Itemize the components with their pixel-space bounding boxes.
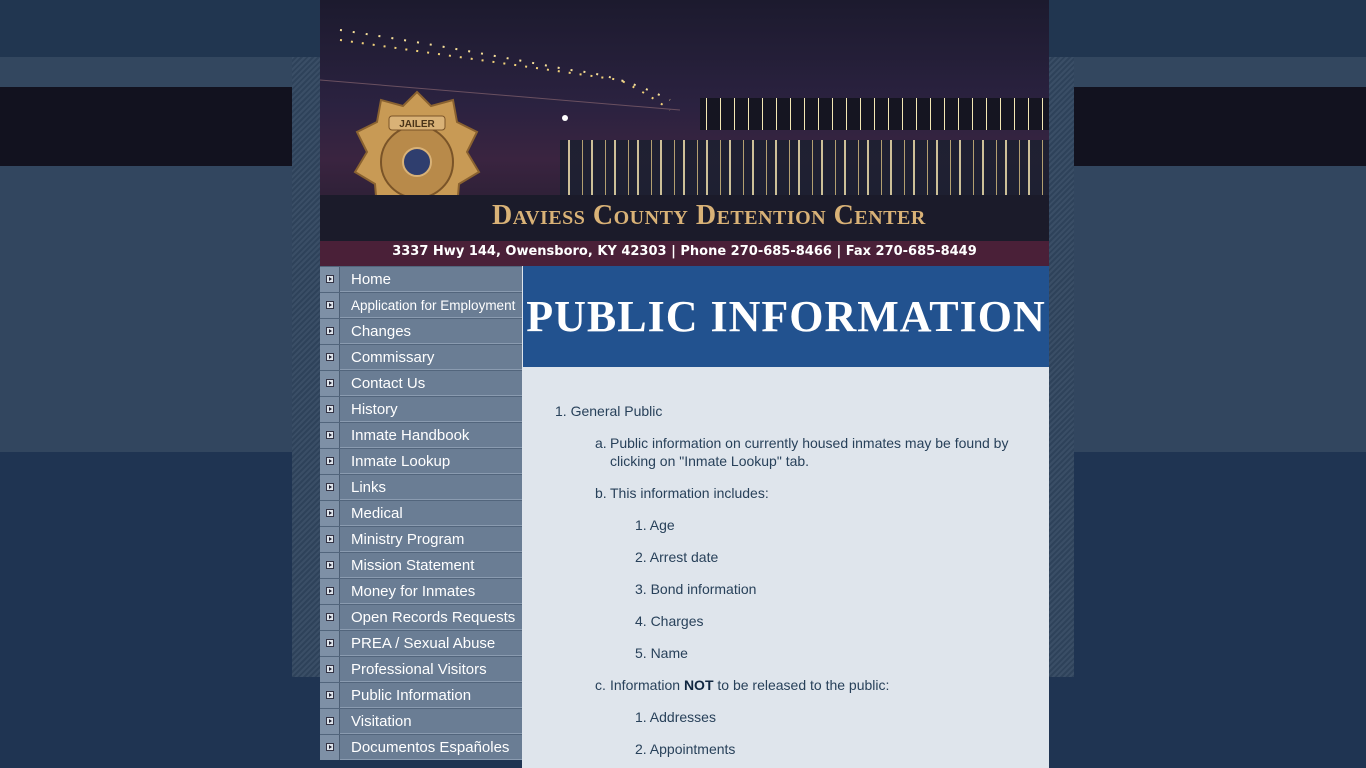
- arrow-bullet-icon: [320, 371, 340, 396]
- sidebar-nav: [320, 266, 522, 768]
- sidebar-item-label: Changes: [351, 322, 412, 340]
- sidebar-item-ministry-program[interactable]: [320, 526, 522, 552]
- sidebar-item-label: Application for Employment: [351, 297, 516, 313]
- sidebar-item-prea-sexual-abuse[interactable]: [320, 630, 522, 656]
- list-item: 2. Appointments: [635, 741, 736, 757]
- sidebar-item-open-records-requests[interactable]: [320, 604, 522, 630]
- arrow-bullet-icon: [320, 579, 340, 604]
- list-item: 3. Bond information: [635, 581, 757, 597]
- list-marker: b.: [595, 485, 607, 501]
- sidebar-item-label: Ministry Program: [351, 530, 465, 548]
- sidebar-item-mission-statement[interactable]: [320, 552, 522, 578]
- public-info-list: [523, 367, 1049, 758]
- list-marker: 1.: [555, 403, 567, 419]
- sidebar-item-label: Inmate Handbook: [351, 426, 470, 444]
- emphasis-not: NOT: [683, 677, 714, 693]
- page-wrapper: [320, 0, 1049, 768]
- list-item: 5. Name: [635, 645, 688, 661]
- list-item: 4. Charges: [635, 613, 704, 629]
- arrow-bullet-icon: [320, 267, 340, 292]
- arrow-bullet-icon: [320, 293, 340, 318]
- sidebar-item-home[interactable]: [320, 266, 522, 292]
- list-item: [555, 676, 1049, 694]
- list-item: 1. Age: [635, 517, 675, 533]
- list-item: 1. Addresses: [635, 709, 716, 725]
- sidebar-item-label: Open Records Requests: [351, 608, 516, 626]
- arrow-bullet-icon: [320, 735, 340, 760]
- sidebar-item-changes[interactable]: [320, 318, 522, 344]
- arrow-bullet-icon: [320, 501, 340, 526]
- main-content: [523, 266, 1049, 768]
- svg-text:JAILER: JAILER: [399, 119, 435, 130]
- sidebar-item-label: History: [351, 400, 398, 418]
- sidebar-item-money-for-inmates[interactable]: [320, 578, 522, 604]
- arrow-bullet-icon: [320, 631, 340, 656]
- list-item-text: Public information on currently housed inmates may be found by clicking on "Inmate Lookup" tab.: [610, 435, 1009, 469]
- arrow-bullet-icon: [320, 709, 340, 734]
- arrow-bullet-icon: [320, 553, 340, 578]
- arrow-bullet-icon: [320, 319, 340, 344]
- sidebar-item-label: Visitation: [351, 712, 412, 730]
- list-item-text: This information includes:: [610, 485, 769, 501]
- list-marker: a.: [595, 435, 607, 451]
- sidebar-item-label: Inmate Lookup: [351, 452, 451, 470]
- sidebar-item-label: Public Information: [351, 686, 472, 704]
- address-bar: 3337 Hwy 144, Owensboro, KY 42303 | Phone 270-685-8466 | Fax 270-685-8449: [320, 241, 1049, 266]
- sidebar-item-label: Money for Inmates: [351, 582, 476, 600]
- site-header: [320, 0, 1049, 266]
- sidebar-item-links[interactable]: [320, 474, 522, 500]
- sidebar-item-documentos-espanoles[interactable]: [320, 734, 522, 760]
- arrow-bullet-icon: [320, 345, 340, 370]
- background-stripe-left: [292, 57, 320, 677]
- sidebar-item-professional-visitors[interactable]: [320, 656, 522, 682]
- list-item: [555, 402, 1049, 420]
- list-item: [555, 484, 1049, 502]
- arrow-bullet-icon: [320, 683, 340, 708]
- sidebar-item-label: Home: [351, 270, 392, 288]
- arrow-bullet-icon: [320, 423, 340, 448]
- sidebar-item-history[interactable]: [320, 396, 522, 422]
- arrow-bullet-icon: [320, 657, 340, 682]
- sidebar-item-label: PREA / Sexual Abuse: [351, 634, 496, 652]
- sidebar-item-application-for-employment[interactable]: [320, 292, 522, 318]
- text-segment: Information: [610, 677, 684, 693]
- sidebar-item-inmate-handbook[interactable]: [320, 422, 522, 448]
- list-item-text: General Public: [570, 403, 663, 419]
- sidebar-item-visitation[interactable]: [320, 708, 522, 734]
- list-item: 2. Arrest date: [635, 549, 719, 565]
- page-title: PUBLIC INFORMATION: [526, 292, 1046, 341]
- sidebar-item-label: Contact Us: [351, 374, 426, 392]
- sidebar-item-label: Medical: [351, 504, 403, 522]
- arrow-bullet-icon: [320, 475, 340, 500]
- list-item: [555, 434, 1049, 470]
- list-item-text: [610, 676, 1015, 694]
- sidebar-item-label: Mission Statement: [351, 556, 475, 574]
- sidebar-item-medical[interactable]: [320, 500, 522, 526]
- sidebar-item-label: Commissary: [351, 348, 435, 366]
- arrow-bullet-icon: [320, 449, 340, 474]
- sidebar-item-inmate-lookup[interactable]: [320, 448, 522, 474]
- sidebar-item-public-information[interactable]: [320, 682, 522, 708]
- list-marker: c.: [595, 677, 606, 693]
- site-title: Daviess County Detention Center: [492, 200, 926, 231]
- sidebar-item-label: Professional Visitors: [351, 660, 487, 678]
- page-banner: [523, 266, 1049, 367]
- sidebar-item-label: Documentos Españoles: [351, 738, 510, 756]
- arrow-bullet-icon: [320, 397, 340, 422]
- sidebar-item-contact-us[interactable]: [320, 370, 522, 396]
- sidebar-item-commissary[interactable]: [320, 344, 522, 370]
- background-stripe-right: [1049, 57, 1074, 677]
- arrow-bullet-icon: [320, 527, 340, 552]
- sidebar-item-label: Links: [351, 478, 387, 496]
- text-segment: to be released to the public:: [713, 677, 890, 693]
- arrow-bullet-icon: [320, 605, 340, 630]
